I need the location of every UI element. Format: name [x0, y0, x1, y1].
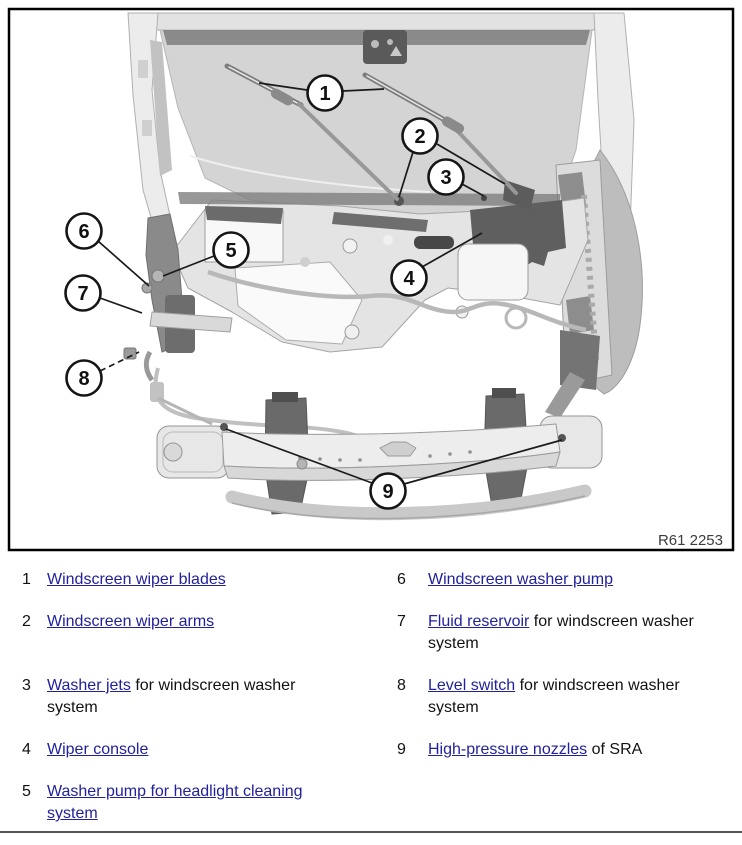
- callout-3: [429, 160, 464, 195]
- legend-number-6: 6: [397, 571, 406, 588]
- callout-1-label: 1: [319, 83, 331, 105]
- legend-suffix-8: for windscreen washer system: [428, 677, 680, 716]
- legend-text-3: [47, 675, 332, 719]
- callout-6-label: 6: [78, 221, 90, 243]
- headlight-washer-pump: [152, 270, 164, 282]
- legend-item-7: [373, 611, 742, 655]
- callout-8: [67, 361, 102, 396]
- legend-text-1: [47, 569, 332, 591]
- legend-text-2: [47, 611, 332, 633]
- callout-2-label: 2: [414, 126, 426, 148]
- callout-9-label: 9: [382, 481, 394, 503]
- legend-number-1: 1: [22, 571, 31, 588]
- legend-item-1: [0, 569, 373, 591]
- legend-link-windscreen-washer-pump[interactable]: Windscreen washer pump: [428, 571, 613, 588]
- legend-text-4: [47, 739, 332, 761]
- legend-number-9: 9: [397, 741, 406, 758]
- legend-number-3: 3: [22, 677, 31, 694]
- legend-text-6: [428, 569, 713, 591]
- callout-2: [403, 119, 438, 154]
- callout-8-label: 8: [78, 368, 90, 390]
- callout-9: [371, 474, 406, 509]
- legend-number-7: 7: [397, 613, 406, 630]
- legend-item-4: [0, 739, 373, 761]
- legend-suffix-7: for windscreen washer system: [428, 613, 694, 652]
- cowl-top-strip: [178, 192, 560, 206]
- legend-item-6: [373, 569, 742, 591]
- level-switch: [124, 348, 136, 359]
- legend-text-5: [47, 781, 332, 825]
- callout-7-label: 7: [77, 283, 89, 305]
- legend-number-4: 4: [22, 741, 31, 758]
- roof-edge: [150, 13, 600, 30]
- legend-link-washer-pump-headlight-cleaning[interactable]: Washer pump for headlight cleaning system: [47, 783, 303, 822]
- legend-link-fluid-reservoir[interactable]: Fluid reservoir: [428, 613, 530, 630]
- legend-number-5: 5: [22, 783, 31, 800]
- callout-4-label: 4: [403, 268, 415, 290]
- legend-link-high-pressure-nozzles[interactable]: High-pressure nozzles: [428, 741, 588, 758]
- legend-suffix-9: of SRA: [587, 741, 643, 758]
- legend-item-3: [0, 675, 373, 719]
- legend-number-8: 8: [397, 677, 406, 694]
- legend-item-8: [373, 675, 742, 719]
- callout-3-label: 3: [440, 167, 452, 189]
- callout-4: [392, 261, 427, 296]
- legend-item-2: [0, 611, 373, 655]
- legend: [0, 569, 742, 845]
- callout-5-label: 5: [225, 240, 237, 262]
- legend-link-windscreen-wiper-arms[interactable]: Windscreen wiper arms: [47, 613, 215, 630]
- legend-item-9: [373, 739, 742, 761]
- legend-number-2: 2: [22, 613, 31, 630]
- legend-link-windscreen-wiper-blades[interactable]: Windscreen wiper blades: [47, 571, 226, 588]
- mirror-mount: [363, 30, 407, 64]
- legend-suffix-3: for windscreen washer system: [47, 677, 296, 716]
- figure-code: R61 2253: [657, 532, 723, 549]
- legend-link-washer-jets[interactable]: Washer jets: [47, 677, 131, 694]
- legend-text-8: [428, 675, 713, 719]
- callout-6: [67, 214, 102, 249]
- legend-text-7: [428, 611, 713, 655]
- callout-1: [308, 76, 343, 111]
- legend-link-wiper-console[interactable]: Wiper console: [47, 741, 149, 758]
- callout-7: [66, 276, 101, 311]
- legend-item-5: [0, 781, 373, 825]
- legend-text-9: [428, 739, 713, 761]
- bottom-divider: [0, 831, 742, 833]
- callout-5: [214, 233, 249, 268]
- legend-link-level-switch[interactable]: Level switch: [428, 677, 516, 694]
